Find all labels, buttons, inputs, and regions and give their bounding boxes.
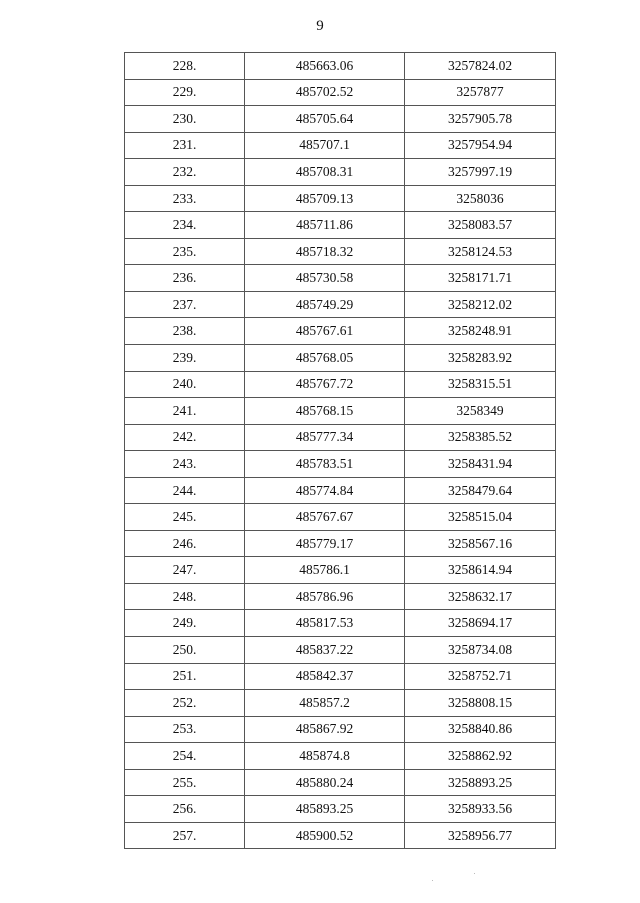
table-row — [125, 690, 556, 717]
x-coordinate-cell: 485767.67 — [245, 504, 405, 531]
y-coordinate-cell: 3258933.56 — [405, 796, 556, 823]
y-coordinate-cell: 3258083.57 — [405, 212, 556, 239]
table-row — [125, 743, 556, 770]
x-coordinate-cell: 485707.1 — [245, 132, 405, 159]
coordinates-table — [124, 52, 556, 849]
table-row — [125, 637, 556, 664]
row-number-cell: 236. — [125, 265, 245, 292]
x-coordinate-cell: 485786.96 — [245, 583, 405, 610]
row-number-cell: 237. — [125, 291, 245, 318]
table-row — [125, 79, 556, 106]
table-row — [125, 159, 556, 186]
row-number-cell: 240. — [125, 371, 245, 398]
row-number-cell: 234. — [125, 212, 245, 239]
row-number-cell: 251. — [125, 663, 245, 690]
page-number: 9 — [316, 18, 324, 34]
y-coordinate-cell: 3258956.77 — [405, 822, 556, 849]
x-coordinate-cell: 485893.25 — [245, 796, 405, 823]
y-coordinate-cell: 3258734.08 — [405, 637, 556, 664]
table-row — [125, 132, 556, 159]
y-coordinate-cell: 3258893.25 — [405, 769, 556, 796]
table-row — [125, 424, 556, 451]
table-row — [125, 318, 556, 345]
x-coordinate-cell: 485779.17 — [245, 530, 405, 557]
table-row — [125, 345, 556, 372]
x-coordinate-cell: 485774.84 — [245, 477, 405, 504]
y-coordinate-cell: 3258248.91 — [405, 318, 556, 345]
table-row — [125, 451, 556, 478]
table-row — [125, 398, 556, 425]
x-coordinate-cell: 485705.64 — [245, 106, 405, 133]
row-number-cell: 235. — [125, 238, 245, 265]
row-number-cell: 239. — [125, 345, 245, 372]
y-coordinate-cell: 3258614.94 — [405, 557, 556, 584]
x-coordinate-cell: 485867.92 — [245, 716, 405, 743]
table-row — [125, 716, 556, 743]
row-number-cell: 253. — [125, 716, 245, 743]
table-row — [125, 185, 556, 212]
y-coordinate-cell: 3258431.94 — [405, 451, 556, 478]
coordinates-table-body — [125, 53, 556, 849]
x-coordinate-cell: 485900.52 — [245, 822, 405, 849]
y-coordinate-cell: 3258694.17 — [405, 610, 556, 637]
y-coordinate-cell: 3258840.86 — [405, 716, 556, 743]
table-row — [125, 212, 556, 239]
x-coordinate-cell: 485767.72 — [245, 371, 405, 398]
table-row — [125, 796, 556, 823]
row-number-cell: 244. — [125, 477, 245, 504]
row-number-cell: 254. — [125, 743, 245, 770]
y-coordinate-cell: 3258349 — [405, 398, 556, 425]
row-number-cell: 229. — [125, 79, 245, 106]
x-coordinate-cell: 485708.31 — [245, 159, 405, 186]
y-coordinate-cell: 3258385.52 — [405, 424, 556, 451]
y-coordinate-cell: 3258124.53 — [405, 238, 556, 265]
x-coordinate-cell: 485837.22 — [245, 637, 405, 664]
x-coordinate-cell: 485711.86 — [245, 212, 405, 239]
x-coordinate-cell: 485777.34 — [245, 424, 405, 451]
y-coordinate-cell: 3257877 — [405, 79, 556, 106]
table-row — [125, 238, 556, 265]
row-number-cell: 243. — [125, 451, 245, 478]
y-coordinate-cell: 3258632.17 — [405, 583, 556, 610]
x-coordinate-cell: 485874.8 — [245, 743, 405, 770]
row-number-cell: 233. — [125, 185, 245, 212]
y-coordinate-cell: 3258315.51 — [405, 371, 556, 398]
x-coordinate-cell: 485786.1 — [245, 557, 405, 584]
x-coordinate-cell: 485663.06 — [245, 53, 405, 80]
x-coordinate-cell: 485768.15 — [245, 398, 405, 425]
row-number-cell: 231. — [125, 132, 245, 159]
scan-speck — [474, 873, 475, 874]
table-row — [125, 53, 556, 80]
row-number-cell: 257. — [125, 822, 245, 849]
x-coordinate-cell: 485730.58 — [245, 265, 405, 292]
row-number-cell: 246. — [125, 530, 245, 557]
row-number-cell: 250. — [125, 637, 245, 664]
row-number-cell: 241. — [125, 398, 245, 425]
row-number-cell: 255. — [125, 769, 245, 796]
row-number-cell: 256. — [125, 796, 245, 823]
x-coordinate-cell: 485857.2 — [245, 690, 405, 717]
row-number-cell: 249. — [125, 610, 245, 637]
table-row — [125, 371, 556, 398]
table-row — [125, 822, 556, 849]
row-number-cell: 247. — [125, 557, 245, 584]
scan-speck — [432, 880, 433, 881]
y-coordinate-cell: 3257997.19 — [405, 159, 556, 186]
x-coordinate-cell: 485880.24 — [245, 769, 405, 796]
table-row — [125, 610, 556, 637]
x-coordinate-cell: 485709.13 — [245, 185, 405, 212]
y-coordinate-cell: 3258862.92 — [405, 743, 556, 770]
y-coordinate-cell: 3258036 — [405, 185, 556, 212]
table-row — [125, 477, 556, 504]
row-number-cell: 252. — [125, 690, 245, 717]
table-row — [125, 583, 556, 610]
row-number-cell: 230. — [125, 106, 245, 133]
row-number-cell: 248. — [125, 583, 245, 610]
row-number-cell: 232. — [125, 159, 245, 186]
y-coordinate-cell: 3258752.71 — [405, 663, 556, 690]
x-coordinate-cell: 485767.61 — [245, 318, 405, 345]
x-coordinate-cell: 485702.52 — [245, 79, 405, 106]
y-coordinate-cell: 3258479.64 — [405, 477, 556, 504]
row-number-cell: 228. — [125, 53, 245, 80]
y-coordinate-cell: 3258515.04 — [405, 504, 556, 531]
table-row — [125, 530, 556, 557]
x-coordinate-cell: 485783.51 — [245, 451, 405, 478]
x-coordinate-cell: 485718.32 — [245, 238, 405, 265]
x-coordinate-cell: 485842.37 — [245, 663, 405, 690]
row-number-cell: 245. — [125, 504, 245, 531]
y-coordinate-cell: 3258171.71 — [405, 265, 556, 292]
table-row — [125, 106, 556, 133]
table-row — [125, 291, 556, 318]
row-number-cell: 238. — [125, 318, 245, 345]
y-coordinate-cell: 3258567.16 — [405, 530, 556, 557]
table-row — [125, 557, 556, 584]
table-row — [125, 663, 556, 690]
x-coordinate-cell: 485749.29 — [245, 291, 405, 318]
row-number-cell: 242. — [125, 424, 245, 451]
y-coordinate-cell: 3257954.94 — [405, 132, 556, 159]
table-row — [125, 769, 556, 796]
x-coordinate-cell: 485768.05 — [245, 345, 405, 372]
y-coordinate-cell: 3258808.15 — [405, 690, 556, 717]
x-coordinate-cell: 485817.53 — [245, 610, 405, 637]
table-row — [125, 504, 556, 531]
y-coordinate-cell: 3257824.02 — [405, 53, 556, 80]
y-coordinate-cell: 3258212.02 — [405, 291, 556, 318]
y-coordinate-cell: 3258283.92 — [405, 345, 556, 372]
table-row — [125, 265, 556, 292]
y-coordinate-cell: 3257905.78 — [405, 106, 556, 133]
